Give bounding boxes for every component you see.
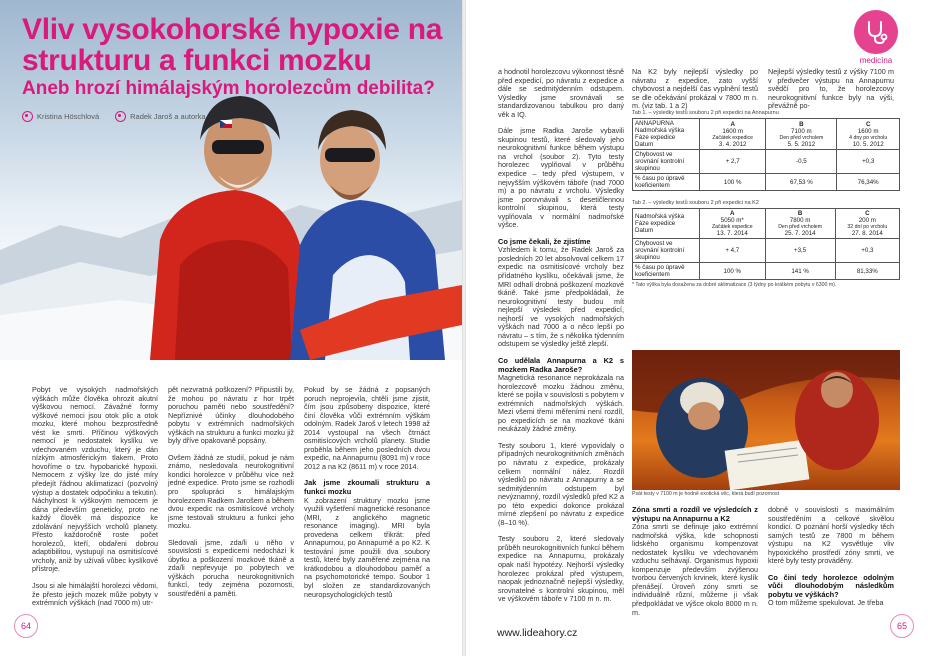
table-col-head <box>837 119 900 150</box>
paragraph: Pobyt ve vysokých nadmořských výškách může člověka ohrozit akutní výškovou nemocí. Závažné formy výškové nemoci jsou otok plic a otok mozku, které mohou bezprostředně vést ke smrti. Příčinou výškových nemocí je nedostatek kyslíku ve vdechovaném vzduchu, který je dán nízkým atmosférickým tlakem. Proto hovoříme o tzv. hypobarické hypoxii. Nemocem z výšky lze do jisté míry předejít řádnou aklimatizací (pozvolný výstup a dostatek odpočinku a tekutin). Náchylnost k výškovým nemocem je dána především geneticky, proto ne každý člověk má dispozice ke zdolávání nejvyšších vrcholů planety. Přesto každoročně roste počet horolezců, kteří, obdařeni dobrou adaptibilitou, vystupují na osmitisícové vrcholy, aniž by užívali vůbec kyslíkové přístroje. <box>32 385 158 574</box>
table-col-letter: A <box>730 120 735 128</box>
table-col-head <box>765 209 835 239</box>
table-phase: 32 dní po vrcholu <box>847 224 888 230</box>
paragraph: Ovšem žádná ze studií, pokud je nám známo, nesledovala neurokognitivní kondici horolezce v průběhu více než jedné expedice. Proto jsme se rozhodli pro spolupráci s himálajským horolezcem Radkem Jarošem a během dvou expedic na osmitisícové vrcholy jsme testovali strukturu a funkci jeho mozku. <box>168 452 294 531</box>
section-badge <box>854 10 898 54</box>
left-col-2 <box>168 386 294 607</box>
right-col-1 <box>498 68 624 612</box>
article-title: Vliv vysokohorské hypoxie na strukturu a funkci mozku <box>22 13 443 77</box>
paragraph: Magnetická resonance neprokázala na horolezcově mozku žádnou změnu, které se pojila v souvislosti s pobytem v extrémních nadmořských výškách. Mezi všemi třemi měřeními není rozdíl, po expedicích se na mozkové tkáni neukázaly žádné změny. <box>498 373 624 434</box>
table-cell: 76,34% <box>837 174 900 191</box>
table-date: 25. 7. 2014 <box>784 230 816 237</box>
author-name: Kristina Höschlová <box>37 112 100 121</box>
photo-credit <box>115 111 205 122</box>
table-mountain: ANNAPURNA <box>635 120 674 127</box>
table-alt: 5050 m* <box>720 217 744 224</box>
table-alt: 7100 m <box>791 127 812 135</box>
table-cell: +0,3 <box>835 239 899 263</box>
table-alt: 200 m <box>858 217 876 224</box>
table-phase: 4 dny po vrcholu <box>849 134 888 141</box>
pen-icon <box>22 111 33 122</box>
section-label: medicína <box>859 56 893 65</box>
article-subtitle: Aneb hrozí himálajským horolezcům debilita? <box>22 78 435 99</box>
table-row <box>633 174 900 191</box>
table-k2 <box>632 208 900 280</box>
paragraph: Testy souboru 1, které vypovídaly o případných neurokognitivních změnách po návratu z expedice, prokázaly celkem normální nález. Rozdíl výsledků po návratu z Annapurny a se sedmitýdenním odstupem byl nevýznamný, rozdíl výsledků před K2 a po této expedici dokonce prokázal mírné zlepšení po návratu z expedice (8–10 %). <box>498 440 624 527</box>
table-date: 5. 5. 2012 <box>787 140 816 148</box>
table-alt: 1600 m <box>857 127 879 135</box>
table-col-letter: B <box>797 210 803 217</box>
table-row-label: Chybovost ve srovnání kontrolní skupinou <box>633 239 700 263</box>
paragraph: Nejlepší výsledky testů z výšky 7100 m v předvečer výstupu na Annapurnu svědčí pro to, že horolezcovy neurokognitivní funkce byly na výši, převážně po- <box>768 67 894 111</box>
photo-caption: Psát testy v 7100 m je hodně exotická věc, která budí pozornost <box>632 491 780 497</box>
left-page <box>0 0 462 656</box>
table-cell: -0,5 <box>766 150 837 174</box>
table-phase: Začátek expedice <box>711 224 753 230</box>
paragraph: Dále jsme Radka Jaroše vybavili skupinou testů, které sledovaly jeho neurokognitivní funkce během výstupu na vrchol (soubor 2). Tyto testy horolezec vyplňoval v průběhu expedice – tedy před výstupem, v nejvyšším výškovém táboře (nad 7000 m) a po návratu z vrcholu. Výsledky jsme porovnávali s desetičlennou kontrolní skupinou, která testy vyplňovala v normální nadmořské výšce. <box>498 126 624 230</box>
table-row <box>633 239 900 263</box>
table-row <box>633 263 900 280</box>
table-date: 10. 5. 2012 <box>852 140 884 148</box>
paragraph: Vzhledem k tomu, že Radek Jaroš za posledních 20 let absolvoval celkem 17 expedic na osmitisícové vrcholy bez přídatného kyslíku, očekávali jsme, že MRI odhalí drobná poškození mozkové tkáně. Také jsme předpokládali, že neurokognitivní testy budou mít nejlepší výsledek před expedicí, nejhorší ve vysokých nadmořských výškách nad 7000 a o něco lepší po návratu – s tím, že s několika týdenním odstupem se výsledky ještě zlepší. <box>498 245 624 349</box>
table-phase: Den před vrcholem <box>779 134 824 141</box>
table-2-block <box>632 200 900 288</box>
page-number-right: 65 <box>890 614 914 638</box>
table-row-label: % času po úpravě koeficientem <box>633 263 700 280</box>
hero-photo <box>0 0 462 360</box>
paragraph: Zóna smrti se definuje jako extrémní nadmořská výška, kde schopnosti lidského organismu kompenzovat nedostatek kyslíku ve vdechovaném vzduchu selhávají. Organismus hypoxii kompenzuje především zvýšenou tvorbou červených krvinek, které kyslík přenášejí. Úroveň zóny smrti se individuálně různí, můžeme ji však předpokládat ve výšce okolo 8000 m n. m. <box>632 522 758 617</box>
table-col-letter: C <box>865 210 870 217</box>
table-row-label: Datum <box>635 227 654 234</box>
section-heading: Co jsme čekali, že zjistíme <box>498 236 591 246</box>
table-cell: 141 % <box>765 263 835 280</box>
table-phase: Den před vrcholem <box>778 224 823 230</box>
table-row-label: Fáze expedice <box>635 220 676 227</box>
section-heading: Jak jsme zkoumali strukturu a funkci mozku <box>304 478 430 497</box>
table-date: 13. 7. 2014 <box>716 230 748 237</box>
table-row-label: Datum <box>635 141 654 148</box>
paragraph: Jsou si ale himálajští horolezci vědomi, že přesto jejich mozek může pobyty v extrémních výškách (nad 7000 m) utr- <box>32 581 158 608</box>
table-col-letter: A <box>730 210 735 217</box>
table-cell: 67,53 % <box>766 174 837 191</box>
author-line <box>22 111 206 122</box>
table-cell: 100 % <box>700 174 766 191</box>
section-heading: Co činí tedy horolezce odolným vůči dlouhodobým následkům pobytu ve výškách? <box>768 572 894 599</box>
table-col-head <box>700 209 766 239</box>
paragraph: Na K2 byly nejlepší výsledky po návratu z expedice, zato vyšší chybovost a nejdelší čas vyplnění testů se dle očekávání prokázal v 7800 m n. m. (viz tab. 1 a 2) <box>632 67 758 111</box>
table-header-label <box>633 119 700 150</box>
paragraph: dobně v souvislosti s maximálním soustředěním a celkové skvělou kondicí. O poznání horší výsledky těch samých testů ze 7800 m během výstupu na K2 vysvětluje vliv hypoxického prostředí zóny smrti, ve které byly testy prováděny. <box>768 505 894 566</box>
table-row <box>633 150 900 174</box>
table-cell: + 2,7 <box>700 150 766 174</box>
table-cell: 81,33% <box>835 263 899 280</box>
table-header-row <box>633 209 900 239</box>
table-col-head <box>700 119 766 150</box>
paragraph: Sledovali jsme, zda/li u něho v souvislosti s expedicemi nedochází k úbytku a poškození mozkové tkáně a zda/li nepřevyuje po pobytech ve výškách porucha neurokognitivních funkcí, tedy zejména pozornosti, soustředění a paměti. <box>168 537 294 599</box>
table-caption: Tab 1. – výsledky testů souboru 2 při expedici na Annapurnu <box>632 110 779 116</box>
camera-icon <box>115 111 126 122</box>
table-header-row <box>633 119 900 150</box>
right-col-3-bottom <box>768 506 894 616</box>
left-col-1 <box>32 386 158 616</box>
table-footnote: * Tato výška byla dosažena za dobré aklimatizace (3 týdny po krátkém pobytu v 6300 m). <box>632 282 837 288</box>
table-1-block <box>632 110 900 191</box>
table-col-letter: B <box>799 120 804 128</box>
table-col-letter: C <box>865 120 871 128</box>
table-cell: 100 % <box>700 263 766 280</box>
table-annapurna <box>632 118 900 191</box>
tent-photo-image <box>632 350 900 490</box>
photo-credit-name: Radek Jaroš a autorka <box>130 112 206 121</box>
right-page <box>466 0 928 656</box>
table-alt: 1600 m <box>722 127 744 135</box>
tent-photo <box>632 350 900 490</box>
table-cell: + 4,7 <box>700 239 766 263</box>
paragraph: pět nezvratná poškození? Připustili by, že mohou po návratu z hor trpět poruchou paměti nebo soustředění? Nepříznivé účinky dlouhodobého pobytu v extrémních nadmořských výškách na strukturu a funkci mozku již byly dříve opakovaně popsány. <box>168 385 294 446</box>
section-heading: Zóna smrti a rozdíl ve výsledcích z výstupu na Annapurnu a K2 <box>632 505 758 523</box>
paragraph: Pokud by se žádná z popsaných poruch neprojevila, chtěli jsme zjistit, čím jsou způsobeny dispozice, které činí člověka vůči extrémním výškám odolným. Radek Jaroš v letech 1998 až 2014 vystoupal na všech čtrnáct osmitisícových vrcholů planety. Studie proběhla během jeho posledních dvou expedic, na Annapurnu (8091 m) v roce 2012 a na K2 (8611 m) v roce 2014. <box>304 385 430 471</box>
table-cell: +3,5 <box>765 239 835 263</box>
table-row-label: Fáze expedice <box>635 134 676 141</box>
paragraph: K zobrazení struktury mozku jsme využili vyšetření magnetické resonance (MRI, z anglického magnetic resonance imaging). MRI byla provedena celkem třikrát: před Annapurnou, po Annapurně a po K2. K testování jsme použili dva soubory testů, které byly zaměřené zejména na krátkodobou a dlouhodobou paměť a na psychomotorické tempo. Soubor 1 byl složen ze standardizovaných neuropsychologických testů <box>304 495 430 599</box>
right-col-2-bottom <box>632 506 758 625</box>
table-header-label <box>633 209 700 239</box>
author-text <box>22 111 99 122</box>
section-heading: Co udělala Annapurna a K2 s mozkem Radka Jaroše? <box>498 355 624 374</box>
paragraph: Testy souboru 2, které sledovaly průběh neurokognitivních funkcí během expedice na Annapurnu, prokázaly opak naší hypotézy. Nejhorší výsledky horolezec prokázal před výstupem, naopak jednoznačně nejlepší výsledky, srovnatelné s kontrolní skupinou, měl ve výškovém táboře v 7100 m n. m. <box>498 534 624 604</box>
table-col-head <box>766 119 837 150</box>
table-row-label: % času po úpravě koeficientem <box>633 174 700 191</box>
paragraph: O tom můžeme spekulovat. Je třeba <box>768 598 884 608</box>
table-phase: Začátek expedice <box>712 134 754 141</box>
left-col-3 <box>304 386 430 607</box>
table-caption: Tab 2. – výsledky testů souboru 2 při expedici na K2 <box>632 200 759 206</box>
page-number-left: 64 <box>14 614 38 638</box>
table-date: 3. 4. 2012 <box>718 140 747 148</box>
table-cell: +0,3 <box>837 150 900 174</box>
table-alt: 7800 m <box>789 217 811 224</box>
table-date: 27. 8. 2014 <box>851 230 883 237</box>
footer-url[interactable]: www.lideahory.cz <box>497 627 578 639</box>
table-row-label: Nadmořská výška <box>635 213 685 220</box>
stethoscope-icon <box>862 18 890 46</box>
table-col-head <box>835 209 899 239</box>
table-row-label: Nadmořská výška <box>635 127 685 134</box>
table-row-label: Chybovost ve srovnání kontrolní skupinou <box>633 150 700 174</box>
paragraph: a hodnotil horolezcovu výkonnost těsně před expedicí, po návratu z expedice a dále se sedmitýdenním odstupem. Výsledky jsme srovnávali se standardizovanou tabulkou pro daný věk a IQ. <box>498 67 624 119</box>
